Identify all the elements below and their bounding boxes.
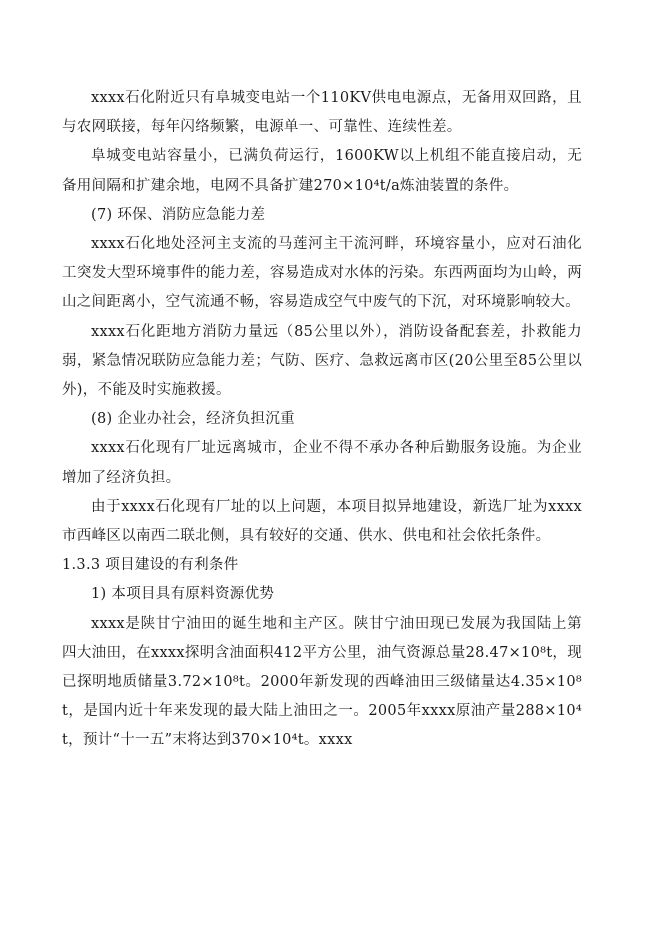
document-body [62, 84, 582, 756]
paragraph-logistics: xxxx石化现有厂址远离城市，企业不得不承办各种后勤服务设施。为企业增加了经济负担。 [62, 440, 582, 486]
subheading-social-burden: (8) 企业办社会，经济负担沉重 [91, 411, 295, 428]
paragraph-environment: xxxx石化地处泾河主支流的马莲河主干流河畔，环境容量小，应对石油化工突发大型环境事件的能力差，容易造成对水体的污染。东西两面均为山岭，两山之间距离小，空气流通不畅，容易造成空气中废气的下沉，对环境影响较大。 [62, 236, 582, 311]
paragraph-oilfield: xxxx是陕甘宁油田的诞生地和主产区。陕甘宁油田现已发展为我国陆上第四大油田，在xxxx探明含油面积412平方公里，油气资源总量28.47×10⁸t，现已探明地质储量3.72×10⁸t。2000年新发现的西峰油田三级储量达4.35×10⁸t，是国内近十年来发现的最大陆上油田之一。2005年xxxx原油产量288×10⁴t，预计“十一五”末将达到370×10⁴t。xxxx [62, 615, 582, 749]
subheading-environment-fire: (7) 环保、消防应急能力差 [91, 206, 266, 223]
paragraph-fire-response: xxxx石化距地方消防力量远（85公里以外），消防设备配套差，扑救能力弱，紧急情况联防应急能力差；气防、医疗、急救远离市区(20公里至85公里以外)，不能及时实施救援。 [62, 323, 582, 399]
section-heading-1-3-3: 1.3.3 项目建设的有利条件 [62, 557, 239, 574]
paragraph-relocation: 由于xxxx石化现有厂址的以上问题，本项目拟异地建设，新选厂址为xxxx市西峰区以南西二联北侧，具有较好的交通、供水、供电和社会依托条件。 [62, 498, 582, 545]
paragraph-power-supply: xxxx石化附近只有阜城变电站一个110KV供电电源点，无备用双回路，且与农网联接，每年闪络频繁，电源单一、可靠性、连续性差。 [62, 90, 582, 136]
paragraph-substation-capacity: 阜城变电站容量小，已满负荷运行，1600KW以上机组不能直接启动，无备用间隔和扩建余地，电网不具备扩建270×10⁴t/a炼油装置的条件。 [62, 148, 582, 194]
subheading-resource-advantage: 1) 本项目具有原料资源优势 [91, 586, 275, 603]
